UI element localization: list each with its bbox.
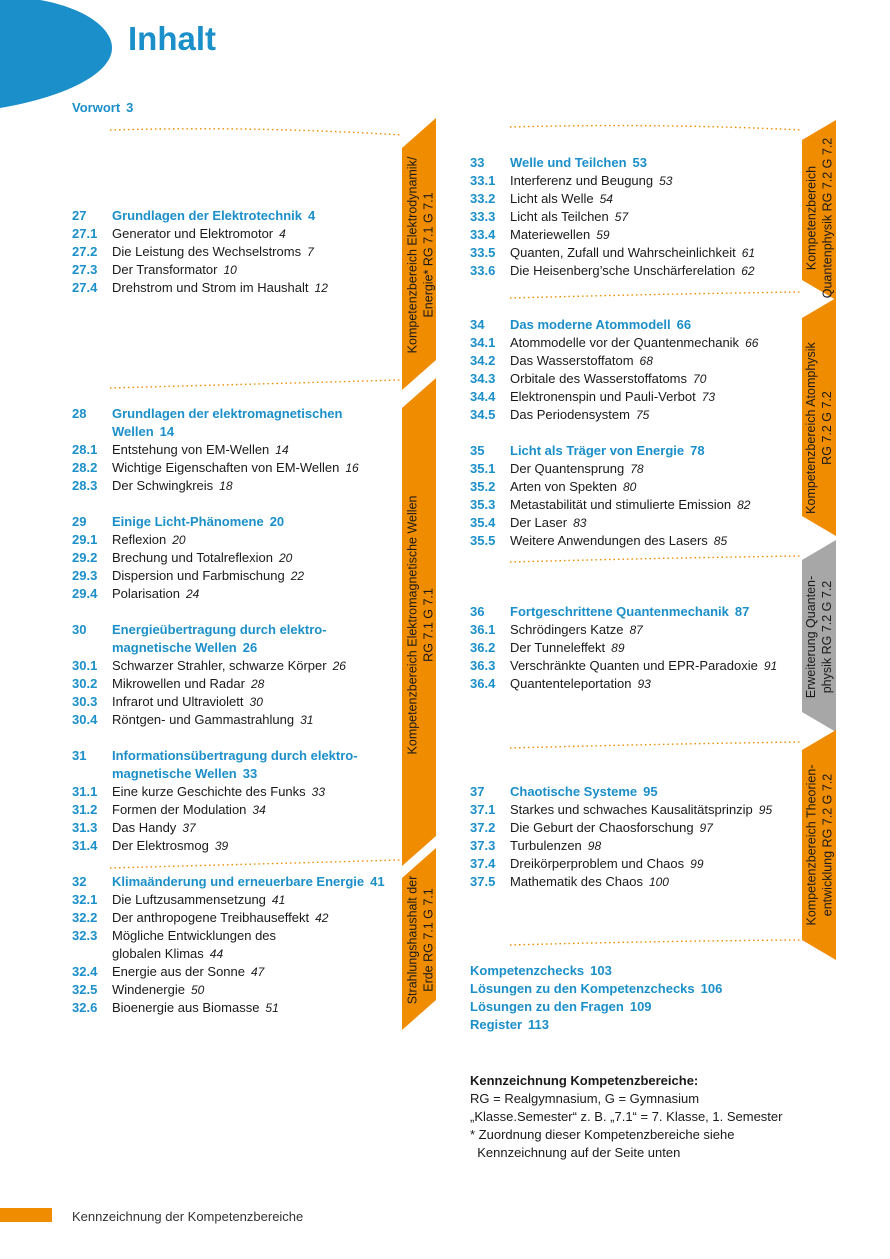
entry-title-line: Grundlagen der elektromagnetischen (112, 406, 343, 421)
entry-page: 70 (693, 372, 707, 386)
entry-page: 89 (611, 641, 625, 655)
entry-page: 53 (632, 155, 648, 170)
entry-label: Licht als Träger von Energie (510, 443, 685, 458)
entry-page: 59 (596, 228, 610, 242)
entry-page: 26 (242, 640, 258, 655)
entry-number: 29.3 (72, 568, 98, 583)
dotted-divider (510, 292, 802, 298)
entry-page: 44 (209, 947, 224, 961)
entry-number: 34.3 (470, 371, 496, 386)
tab-label-line: Quantenphysik RG 7.2 G 7.2 (819, 137, 834, 299)
entry-page: 80 (622, 480, 637, 494)
entry-label: globalen Klimas (112, 946, 204, 961)
entry-number: 33.6 (470, 263, 496, 278)
section-tab-label (803, 576, 835, 698)
entry-number: 27.4 (72, 280, 98, 295)
entry-number: 31.2 (72, 802, 98, 817)
entry-number: 34.5 (470, 407, 496, 422)
entry-label: Dreikörperproblem und Chaos (510, 856, 685, 871)
entry-page: 42 (315, 911, 329, 925)
entry-label: Metastabilität und stimulierte Emission (510, 497, 732, 512)
entry-number: 32 (72, 874, 87, 889)
entry-label: Elektronenspin und Pauli-Verbot (510, 389, 696, 404)
entry-number: 27.1 (72, 226, 98, 241)
entry-label: Das moderne Atommodell (510, 317, 671, 332)
entry-number: 37.4 (470, 856, 496, 871)
legend-heading: Kennzeichnung Kompetenzbereiche: (470, 1073, 699, 1088)
entry-number: 35.1 (470, 461, 496, 476)
entry-label: Eine kurze Geschichte des Funks (112, 784, 306, 799)
entry-label: Licht als Welle (510, 191, 594, 206)
entry-label: Schwarzer Strahler, schwarze Körper (112, 658, 327, 673)
entry-label: Das Wasserstoffatom (510, 353, 634, 368)
appendix-entry[interactable] (470, 962, 722, 980)
entry-page: 41 (370, 874, 385, 889)
entry-number: 32.3 (72, 928, 98, 943)
legend (470, 1072, 782, 1162)
dotted-divider (510, 742, 802, 748)
entry-label: Generator und Elektromotor (112, 226, 274, 241)
entry-number: 29.1 (72, 532, 98, 547)
entry-page: 54 (599, 192, 613, 206)
legend-line: „Klasse.Semester“ z. B. „7.1“ = 7. Klasse, 1. Semester (470, 1109, 783, 1124)
entry-page: 47 (250, 965, 265, 979)
entry-page: 20 (172, 533, 186, 547)
entry-page: 85 (713, 534, 728, 548)
entry-label: Wellen (112, 424, 154, 439)
entry-number: 31.4 (72, 838, 98, 853)
tab-label-line: physik RG 7.2 G 7.2 (820, 580, 835, 694)
entry-page: 99 (690, 857, 704, 871)
toc-appendix (470, 962, 722, 1034)
entry-label: magnetische Wellen (112, 640, 237, 655)
entry-page: 34 (252, 803, 266, 817)
entry-number: 33.1 (470, 173, 496, 188)
entry-label: Atommodelle vor der Quantenmechanik (510, 335, 740, 350)
entry-page: 28 (250, 677, 265, 691)
entry-label: Mathematik des Chaos (510, 874, 643, 889)
entry-number: 35.2 (470, 479, 496, 494)
entry-page: 51 (265, 1001, 279, 1015)
entry-label: Licht als Teilchen (510, 209, 609, 224)
entry-page: 68 (639, 354, 653, 368)
entry-label: Polarisation (112, 586, 180, 601)
entry-page: 37 (182, 821, 196, 835)
entry-number: 31.1 (72, 784, 98, 799)
entry-page: 97 (699, 821, 713, 835)
entry-page: 95 (758, 803, 773, 817)
appendix-page: 113 (528, 1017, 550, 1032)
section-tab-label (404, 496, 436, 755)
entry-label: Welle und Teilchen (510, 155, 627, 170)
entry-page: 50 (191, 983, 205, 997)
entry-label: Energie aus der Sonne (112, 964, 245, 979)
entry-number: 30 (72, 622, 87, 637)
entry-number: 37 (470, 784, 485, 799)
section-tab-label (404, 876, 436, 1005)
entry-label: Wichtige Eigenschaften von EM-Wellen (112, 460, 340, 475)
page-title: Inhalt (128, 20, 216, 57)
entry-number: 32.6 (72, 1000, 98, 1015)
entry-number: 27 (72, 208, 87, 223)
entry-number: 37.3 (470, 838, 496, 853)
vorwort-label: Vorwort (72, 100, 121, 115)
appendix-label: Lösungen zu den Fragen (470, 999, 624, 1014)
entry-page: 62 (741, 264, 755, 278)
entry-number: 35.4 (470, 515, 496, 530)
entry-number: 28.2 (72, 460, 98, 475)
entry-label: Quanten, Zufall und Wahrscheinlichkeit (510, 245, 736, 260)
vorwort-page: 3 (126, 100, 134, 115)
dotted-divider (110, 129, 402, 135)
dotted-divider (510, 940, 802, 945)
entry-label: Bioenergie aus Biomasse (112, 1000, 260, 1015)
tab-label-line: Kompetenzbereich Atomphysik (803, 342, 818, 514)
appendix-entry[interactable] (470, 980, 722, 998)
entry-number: 36 (470, 604, 485, 619)
entry-label: Das Periodensystem (510, 407, 630, 422)
dotted-divider (110, 860, 402, 868)
entry-title-line: Energieübertragung durch elektro- (112, 622, 327, 637)
footer-accent-bar (0, 1208, 52, 1222)
appendix-entry[interactable] (470, 1016, 722, 1034)
entry-label: Der Quantensprung (510, 461, 625, 476)
entry-number: 30.3 (72, 694, 98, 709)
entry-page: 82 (737, 498, 751, 512)
entry-number: 32.4 (72, 964, 98, 979)
entry-number: 32.5 (72, 982, 98, 997)
entry-label: magnetische Wellen (112, 766, 237, 781)
entry-number: 36.2 (470, 640, 496, 655)
entry-page: 4 (308, 208, 316, 223)
entry-number: 37.2 (470, 820, 496, 835)
entry-number: 30.4 (72, 712, 98, 727)
entry-page: 61 (741, 246, 756, 260)
entry-label: Die Heisenberg’sche Unschärferelation (510, 263, 736, 278)
entry-number: 32.2 (72, 910, 98, 925)
entry-page: 30 (249, 695, 263, 709)
entry-label: Verschränkte Quanten und EPR-Paradoxie (510, 658, 758, 673)
entry-page: 87 (734, 604, 750, 619)
entry-label: Weitere Anwendungen des Lasers (510, 533, 708, 548)
entry-number: 33.3 (470, 209, 496, 224)
entry-label: Entstehung von EM-Wellen (112, 442, 270, 457)
entry-page: 39 (214, 839, 229, 853)
entry-page: 57 (614, 210, 629, 224)
entry-page: 75 (635, 408, 650, 422)
entry-page: 66 (676, 317, 692, 332)
tab-label-line: entwicklung RG 7.2 G 7.2 (819, 773, 834, 917)
entry-label: Schrödingers Katze (510, 622, 624, 637)
entry-label: Chaotische Systeme (510, 784, 638, 799)
entry-number: 36.4 (470, 676, 496, 691)
entry-label: Einige Licht-Phänomene (112, 514, 264, 529)
entry-number: 31 (72, 748, 87, 763)
entry-number: 37.5 (470, 874, 496, 889)
entry-page: 10 (223, 263, 237, 277)
entry-number: 30.1 (72, 658, 98, 673)
tab-label-line: Kompetenzbereich (803, 165, 818, 271)
entry-page: 14 (275, 443, 289, 457)
entry-label: Brechung und Totalreflexion (112, 550, 273, 565)
legend-line: Kennzeichnung auf der Seite unten (470, 1145, 681, 1160)
entry-title-line: Informationsübertragung durch elektro- (112, 748, 358, 763)
appendix-page: 109 (629, 999, 652, 1014)
entry-number: 27.2 (72, 244, 98, 259)
tab-label-line: Erde RG 7.1 G 7.1 (420, 888, 435, 992)
entry-number: 31.3 (72, 820, 98, 835)
section-tab-label (803, 138, 835, 299)
entry-number: 35.3 (470, 497, 496, 512)
tab-label-line: Energie* RG 7.1 G 7.1 (420, 192, 435, 318)
entry-page: 18 (219, 479, 233, 493)
legend-line: * Zuordnung dieser Kompetenzbereiche siehe (470, 1127, 735, 1142)
entry-page: 33 (242, 766, 258, 781)
appendix-label: Register (470, 1017, 523, 1032)
appendix-page: 106 (700, 981, 723, 996)
appendix-entry[interactable] (470, 998, 722, 1016)
entry-number: 34 (470, 317, 485, 332)
entry-page: 53 (659, 174, 673, 188)
entry-label: Die Geburt der Chaosforschung (510, 820, 694, 835)
entry-label: Die Leistung des Wechselstroms (112, 244, 302, 259)
entry-page: 41 (271, 893, 286, 907)
tab-label-line: RG 7.2 G 7.2 (819, 391, 834, 465)
entry-page: 20 (269, 514, 285, 529)
entry-number: 27.3 (72, 262, 98, 277)
entry-number: 29 (72, 514, 87, 529)
entry-label: Orbitale des Wasserstoffatoms (510, 371, 688, 386)
entry-page: 91 (763, 659, 778, 673)
tab-label-line: RG 7.1 G 7.1 (420, 588, 435, 662)
entry-label: Mikrowellen und Radar (112, 676, 245, 691)
entry-page: 87 (629, 623, 643, 637)
entry-page: 100 (648, 875, 669, 889)
entry-number: 29.4 (72, 586, 98, 601)
entry-label: Materiewellen (510, 227, 591, 242)
entry-label: Windenergie (112, 982, 185, 997)
entry-number: 30.2 (72, 676, 98, 691)
entry-page: 24 (185, 587, 200, 601)
entry-page: 66 (745, 336, 759, 350)
entry-page: 83 (573, 516, 587, 530)
section-tab-label (404, 157, 436, 354)
entry-number: 36.3 (470, 658, 496, 673)
entry-label: Drehstrom und Strom im Haushalt (112, 280, 309, 295)
legend-line: RG = Realgymnasium, G = Gymnasium (470, 1091, 700, 1106)
entry-title-line: Mögliche Entwicklungen des (112, 928, 277, 943)
entry-label: Quantenteleportation (510, 676, 632, 691)
section-tab-label (803, 765, 835, 926)
entry-number: 29.2 (72, 550, 98, 565)
entry-page: 31 (300, 713, 314, 727)
entry-page: 22 (290, 569, 305, 583)
entry-page: 98 (587, 839, 602, 853)
tab-label-line: Kompetenzbereich Elektrodynamik/ (404, 156, 419, 354)
entry-page: 16 (345, 461, 359, 475)
entry-label: Der Tunneleffekt (510, 640, 606, 655)
entry-label: Fortgeschrittene Quantenmechanik (510, 604, 729, 619)
entry-page: 20 (278, 551, 293, 565)
entry-page: 26 (332, 659, 346, 673)
entry-label: Dispersion und Farbmischung (112, 568, 285, 583)
entry-label: Klimaänderung und erneuerbare Energie (112, 874, 365, 889)
entry-page: 14 (159, 424, 175, 439)
entry-label: Die Luftzusammensetzung (112, 892, 266, 907)
entry-number: 28 (72, 406, 87, 421)
entry-label: Reflexion (112, 532, 167, 547)
entry-label: Starkes und schwaches Kausalitätsprinzip (510, 802, 753, 817)
entry-number: 34.4 (470, 389, 496, 404)
section-tab-label (803, 342, 835, 514)
entry-number: 33 (470, 155, 485, 170)
entry-page: 33 (311, 785, 326, 799)
entry-page: 78 (690, 443, 705, 458)
entry-number: 33.4 (470, 227, 496, 242)
entry-label: Interferenz und Beugung (510, 173, 654, 188)
entry-label: Der Transformator (112, 262, 218, 277)
entry-number: 35.5 (470, 533, 496, 548)
entry-number: 33.5 (470, 245, 496, 260)
entry-number: 36.1 (470, 622, 496, 637)
entry-number: 33.2 (470, 191, 496, 206)
entry-label: Der Elektrosmog (112, 838, 209, 853)
entry-page: 73 (701, 390, 716, 404)
entry-label: Der anthropogene Treibhauseffekt (112, 910, 310, 925)
entry-page: 95 (643, 784, 658, 799)
tab-label-line: Kompetenzbereich Elektromagnetische Wellen (404, 495, 419, 755)
entry-page: 12 (314, 281, 328, 295)
appendix-label: Kompetenzchecks (470, 963, 585, 978)
dotted-divider (110, 380, 402, 388)
entry-page: 4 (279, 227, 286, 241)
tab-label-line: Kompetenzbereich Theorien- (803, 764, 818, 926)
entry-number: 34.2 (470, 353, 496, 368)
entry-label: Der Laser (510, 515, 568, 530)
appendix-label: Lösungen zu den Kompetenzchecks (470, 981, 695, 996)
footer-caption: Kennzeichnung der Kompetenzbereiche (72, 1209, 304, 1224)
entry-number: 37.1 (470, 802, 496, 817)
entry-number: 32.1 (72, 892, 98, 907)
dotted-divider (510, 126, 802, 130)
dotted-divider (510, 556, 802, 562)
entry-number: 34.1 (470, 335, 496, 350)
entry-label: Turbulenzen (510, 838, 582, 853)
entry-label: Grundlagen der Elektrotechnik (112, 208, 302, 223)
entry-label: Infrarot und Ultraviolett (112, 694, 244, 709)
entry-number: 35 (470, 443, 485, 458)
entry-label: Röntgen- und Gammastrahlung (112, 712, 295, 727)
entry-page: 78 (630, 462, 644, 476)
tab-label-line: Strahlungshaushalt der (404, 875, 419, 1005)
entry-page: 93 (637, 677, 651, 691)
entry-number: 28.1 (72, 442, 98, 457)
entry-label: Das Handy (112, 820, 177, 835)
entry-page: 7 (307, 245, 314, 259)
appendix-page: 103 (590, 963, 612, 978)
entry-label: Formen der Modulation (112, 802, 247, 817)
entry-label: Arten von Spekten (510, 479, 617, 494)
tab-label-line: Erweiterung Quanten- (804, 575, 819, 699)
entry-label: Der Schwingkreis (112, 478, 214, 493)
entry-number: 28.3 (72, 478, 98, 493)
